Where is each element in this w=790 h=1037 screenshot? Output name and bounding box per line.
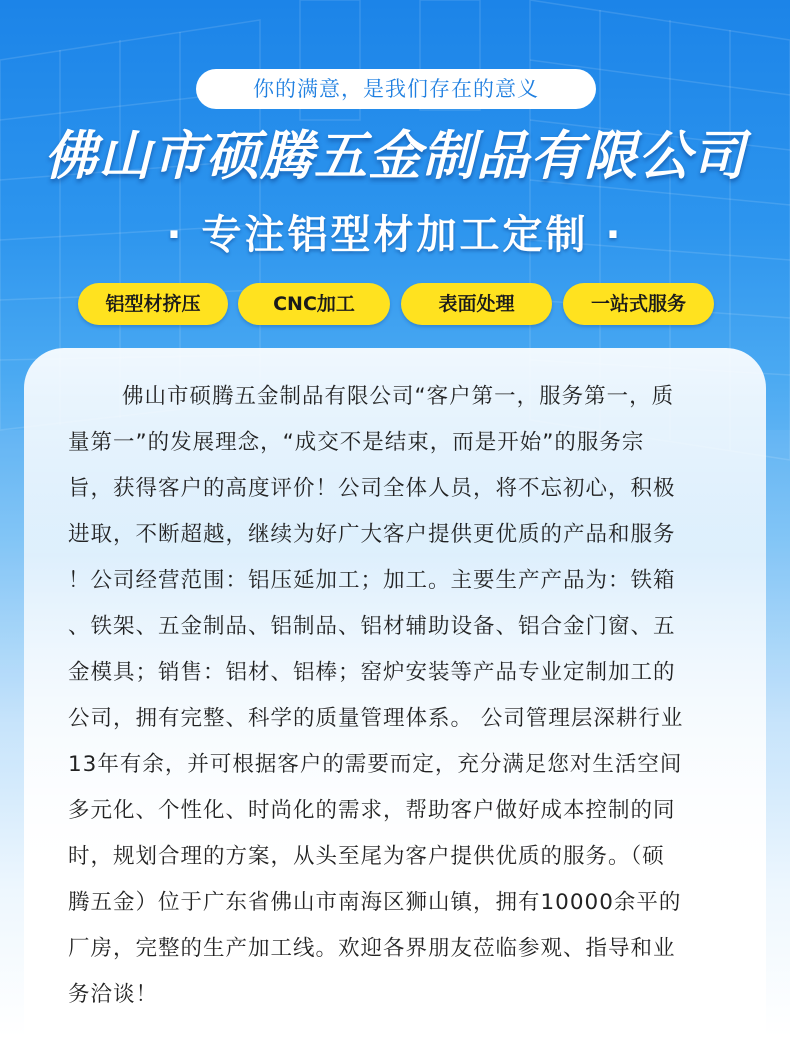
tag-surface-treatment: 表面处理 (401, 283, 552, 325)
description-line: 腾五金）位于广东省佛山市南海区狮山镇，拥有10000余平的 (68, 890, 682, 915)
tag-cnc-machining: CNC加工 (238, 283, 390, 325)
description-line: 公司，拥有完整、科学的质量管理体系。 公司管理层深耕行业 (68, 706, 684, 731)
company-name-heading: 佛山市硕腾五金制品有限公司 (44, 126, 746, 187)
description-line: 佛山市硕腾五金制品有限公司“客户第一，服务第一，质 (122, 384, 675, 409)
description-line: 量第一”的发展理念，“成交不是结束，而是开始”的服务宗 (68, 430, 645, 455)
tag-aluminum-extrusion: 铝型材挤压 (78, 283, 228, 325)
slogan-text: 你的满意，是我们存在的意义 (253, 77, 539, 101)
slogan-banner (196, 69, 596, 109)
service-tags (0, 283, 790, 327)
focus-subheading: · 专注铝型材加工定制 · (166, 212, 624, 258)
tag-one-stop-service: 一站式服务 (563, 283, 714, 325)
description-line: 多元化、个性化、时尚化的需求，帮助客户做好成本控制的同 (68, 798, 676, 823)
description-line: 、铁架、五金制品、铝制品、铝材辅助设备、铝合金门窗、五 (68, 614, 676, 639)
description-line: 13年有余，并可根据客户的需要而定，充分满足您对生活空间 (68, 752, 683, 777)
description-line: 厂房，完整的生产加工线。欢迎各界朋友莅临参观、指导和业 (68, 936, 676, 961)
company-description (68, 374, 728, 1018)
description-line: 时，规划合理的方案，从头至尾为客户提供优质的服务。（硕 (68, 844, 665, 869)
description-line: 金模具；销售：铝材、铝棒；窑炉安装等产品专业定制加工的 (68, 660, 676, 685)
description-line: 进取，不断超越，继续为好广大客户提供更优质的产品和服务 (68, 522, 676, 547)
description-line: 务洽谈！ (68, 982, 159, 1007)
description-line: ！公司经营范围：铝压延加工；加工。主要生产产品为：铁箱 (68, 568, 676, 593)
description-line: 旨，获得客户的高度评价！公司全体人员，将不忘初心，积极 (68, 476, 676, 501)
